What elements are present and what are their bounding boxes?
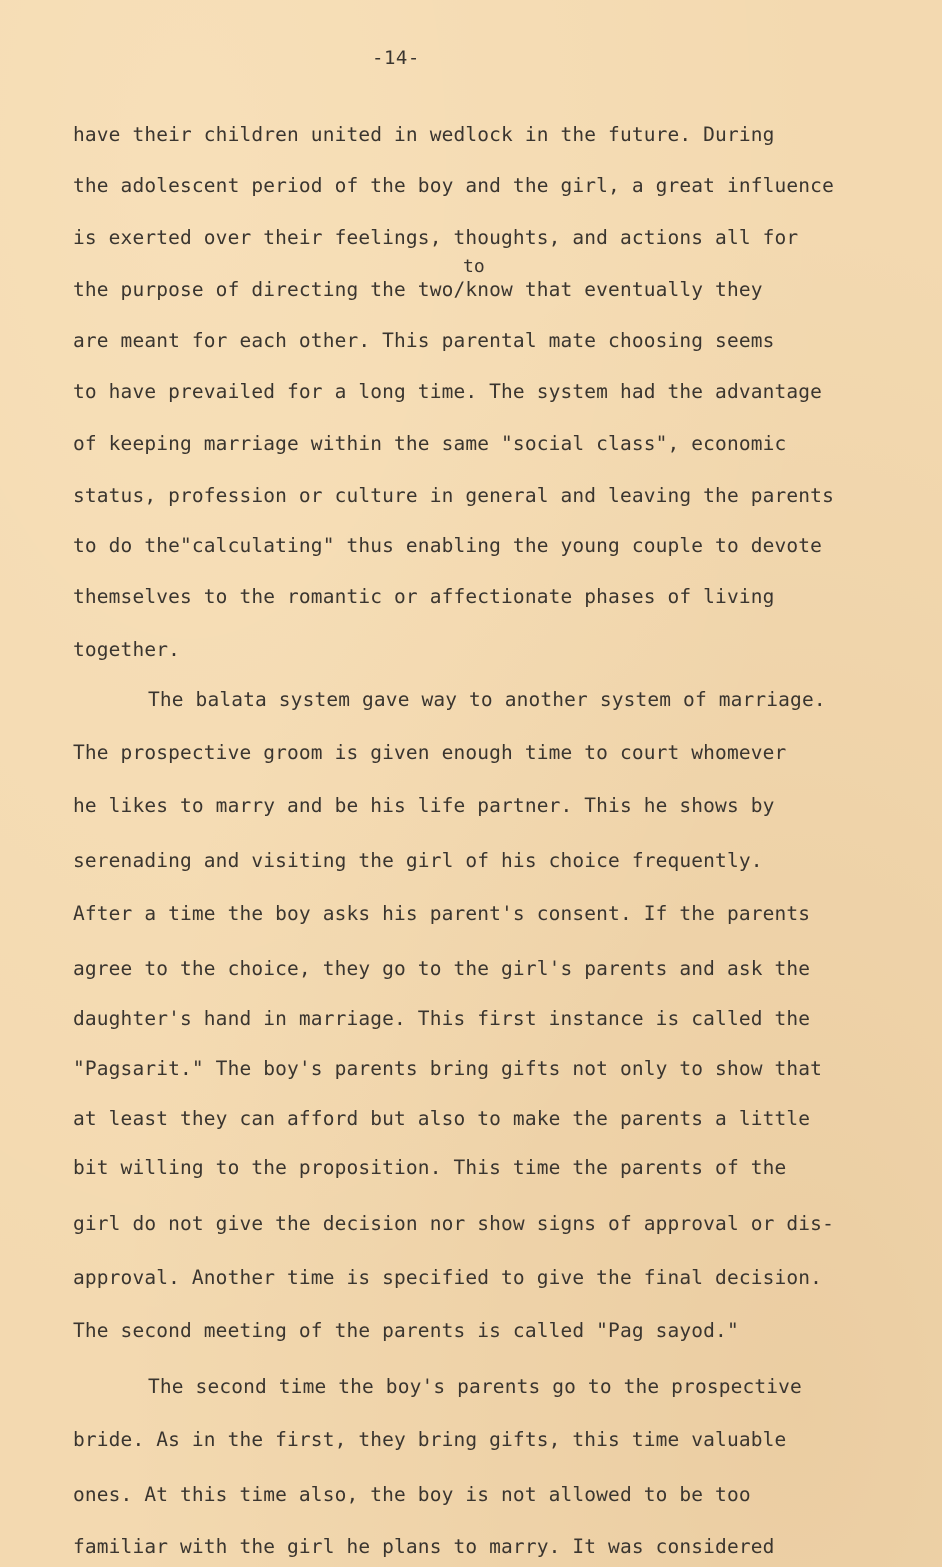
text-line: to do the"calculating" thus enabling the young couple to devote: [73, 534, 823, 557]
text-line: the adolescent period of the boy and the girl, a great influence: [73, 174, 834, 197]
text-line: together.: [73, 638, 181, 661]
text-line: have their children united in wedlock in the future. During: [73, 123, 775, 146]
paragraph-start: The balata system gave way to another system of marriage.: [148, 688, 826, 711]
text-line: are meant for each other. This parental mate choosing seems: [73, 329, 775, 352]
text-line: familiar with the girl he plans to marry. It was considered: [73, 1535, 775, 1558]
text-line: The prospective groom is given enough time to court whomever: [73, 741, 787, 764]
text-line: agree to the choice, they go to the girl's parents and ask the: [73, 957, 811, 980]
text-line: status, profession or culture in general and leaving the parents: [73, 484, 834, 507]
text-line: bride. As in the first, they bring gifts, this time valuable: [73, 1428, 787, 1451]
text-line: After a time the boy asks his parent's consent. If the parents: [73, 902, 811, 925]
text-line: at least they can afford but also to make the parents a little: [73, 1107, 811, 1130]
text-line: he likes to marry and be his life partner. This he shows by: [73, 794, 775, 817]
text-line: the purpose of directing the two/know that eventually they: [73, 278, 763, 301]
text-line: ones. At this time also, the boy is not allowed to be too: [73, 1483, 751, 1506]
text-line: bit willing to the proposition. This time the parents of the: [73, 1156, 787, 1179]
text-line: approval. Another time is specified to give the final decision.: [73, 1266, 823, 1289]
text-line: serenading and visiting the girl of his choice frequently.: [73, 849, 763, 872]
text-line: is exerted over their feelings, thoughts, and actions all for: [73, 226, 799, 249]
page-number: -14-: [372, 47, 420, 69]
text-line: The second meeting of the parents is called "Pag sayod.": [73, 1319, 739, 1342]
text-line: "Pagsarit." The boy's parents bring gifts not only to show that: [73, 1057, 823, 1080]
text-line: of keeping marriage within the same "social class", economic: [73, 432, 787, 455]
text-line: to have prevailed for a long time. The system had the advantage: [73, 380, 823, 403]
text-line: themselves to the romantic or affectionate phases of living: [73, 585, 775, 608]
handwritten-insertion: to: [463, 256, 485, 277]
text-line: daughter's hand in marriage. This first instance is called the: [73, 1007, 811, 1030]
text-line: girl do not give the decision nor show signs of approval or dis-: [73, 1212, 834, 1235]
paragraph-start: The second time the boy's parents go to the prospective: [148, 1375, 802, 1398]
